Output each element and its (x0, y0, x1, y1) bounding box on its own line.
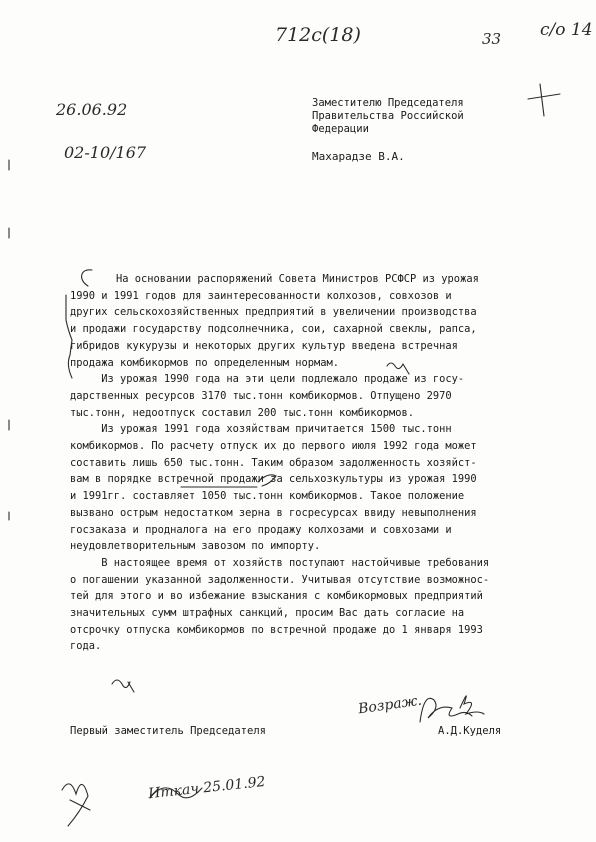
body-line: Из урожая 1991 года хозяйствам причитается 1500 тыс.тонн (70, 423, 452, 436)
body-line: В настоящее время от хозяйств поступают настойчивые требования (70, 556, 490, 569)
body-line: о погашении указанной задолженности. Учитывая отсутствие возможнос- (70, 573, 490, 586)
body-line: неудовлетворительным завозом по импорту. (70, 540, 321, 553)
body-line: гибридов кукурузы и некоторых других культур введена встречная (70, 339, 458, 352)
handwritten-registration-number: 02-10/167 (64, 143, 147, 162)
signature-stroke (460, 696, 484, 714)
body-line: комбикормов. По расчету отпуск их до первого июля 1992 года может (70, 440, 477, 453)
body-line: дарственных ресурсов 3170 тыс.тонн комбикормов. Отпущено 2970 (70, 389, 452, 402)
handwritten-page-number: 33 (482, 30, 502, 48)
body-line: составить лишь 650 тыс.тонн. Таким образом задолженность хозяйст- (70, 456, 477, 469)
body-line: госзаказа и продналога на его продажу колхозами и совхозами и (70, 523, 452, 536)
handwritten-top-number: 712c(18) (275, 24, 361, 46)
body-line: На основании распоряжений Совета Министров РСФСР из урожая (116, 273, 479, 285)
handwritten-date: 26.06.92 (56, 100, 128, 119)
handwritten-approval: Возраж. (357, 692, 423, 718)
signature-name: А.Д.Куделя (438, 725, 502, 737)
body-line: значительных сумм штрафных санкций, просим Вас дать согласие на (70, 607, 465, 620)
body-line: отсрочку отпуска комбикормов по встречной продаже до 1 января 1993 (70, 623, 483, 636)
body-line: и продажи государству подсолнечника, сои, сахарной свеклы, рапса, (70, 323, 477, 336)
squiggle-mark-icon (387, 363, 409, 374)
body-line: продажа комбикормов по определенным нормам. (70, 356, 339, 369)
addressee-line-2: Правительства Российской (312, 110, 464, 122)
body-line: вызвано острым недостатком зерна в госресурсах ввиду невыполнения (70, 506, 477, 519)
signature-title: Первый заместитель Председателя (70, 725, 266, 737)
body-line: и 1991гг. составляет 1050 тыс.тонн комбикормов. Такое положение (70, 490, 465, 503)
body-line: других сельскохозяйственных предприятий в увеличении производства (70, 306, 477, 319)
plus-mark-icon (528, 84, 560, 116)
handwritten-bottom-note: Иткач 25.01.92 (147, 773, 267, 803)
body-line: Из урожая 1990 года на эти цели подлежало продаже из госу- (70, 373, 465, 386)
body-line: тыс.тонн, недоотпуск составил 200 тыс.тонн комбикормов. (70, 406, 415, 419)
body-line: вам в порядке встречной продажи за сельхозкультуры из урожая 1990 (70, 473, 477, 486)
body-line: года. (70, 640, 102, 653)
arrow-mark (258, 475, 276, 486)
handwritten-fraction: с/о 14 (540, 20, 593, 40)
bottom-signature-stroke (62, 784, 90, 826)
body-line: 1990 и 1991 годов для заинтересованности колхозов, совхозов и (70, 289, 452, 302)
addressee-line-1: Заместителю Председателя (312, 97, 464, 109)
body-line: тей для этого и во избежание взыскания с комбикормовых предприятий (70, 590, 483, 603)
addressee-name: Махарадзе В.А. (312, 150, 405, 163)
bottom-signature-stroke (150, 788, 202, 798)
margin-bracket-mark (66, 270, 92, 378)
addressee-line-3: Федерации (312, 123, 369, 135)
squiggle-mark-icon (112, 680, 134, 692)
